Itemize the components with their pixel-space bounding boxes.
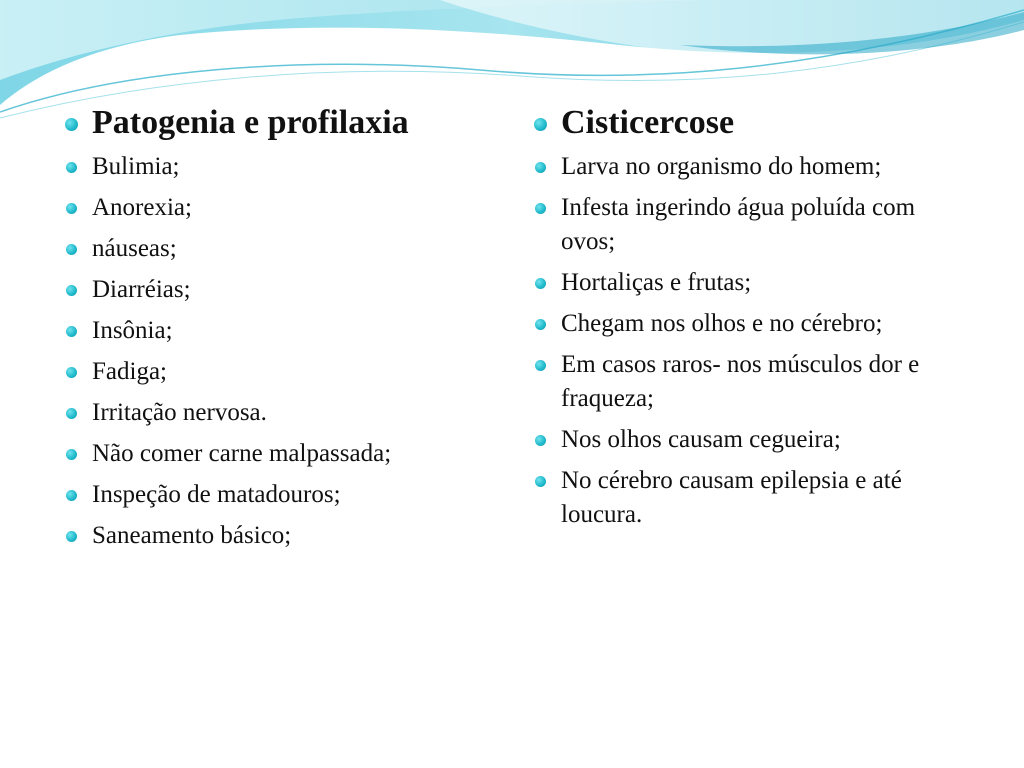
right-list-item [531, 307, 971, 341]
left-column-title [62, 100, 502, 146]
left-list-item [62, 150, 502, 184]
left-list-item-text: Diarréias; [92, 276, 191, 303]
bullet-icon [535, 278, 546, 289]
right-list-item [531, 423, 971, 457]
left-list-item-text: Bulimia; [92, 153, 180, 180]
left-list-item [62, 273, 502, 307]
right-column-title [531, 100, 971, 146]
bullet-icon [66, 285, 77, 296]
right-list-item [531, 266, 971, 300]
right-list-item [531, 464, 971, 532]
right-column-title-text: Cisticercose [561, 104, 735, 141]
left-list-item [62, 191, 502, 225]
left-column-title-text: Patogenia e profilaxia [92, 104, 409, 141]
right-list-item [531, 150, 971, 184]
bullet-icon [66, 490, 77, 501]
left-list-item [62, 232, 502, 266]
left-list-item [62, 519, 502, 553]
right-column [531, 100, 971, 539]
left-list-item [62, 314, 502, 348]
bullet-icon [535, 360, 546, 371]
right-list-item [531, 191, 971, 259]
bullet-icon [535, 476, 546, 487]
bullet-icon [534, 118, 547, 131]
bullet-icon [535, 203, 546, 214]
left-list-item [62, 437, 502, 471]
right-list-item-text: Hortaliças e frutas; [561, 269, 752, 296]
right-list-item-text: Infesta ingerindo água poluída com ovos; [561, 194, 916, 255]
left-list-item-text: Inspeção de matadouros; [92, 481, 341, 508]
right-list-item-text: Em casos raros- nos músculos dor e fraqueza; [561, 351, 920, 412]
bullet-icon [66, 408, 77, 419]
bullet-icon [66, 203, 77, 214]
right-bullet-list [531, 100, 971, 532]
left-list-item-text: Saneamento básico; [92, 522, 292, 549]
right-list-item-text: Larva no organismo do homem; [561, 153, 882, 180]
left-list-item [62, 396, 502, 430]
left-list-item-text: Fadiga; [92, 358, 167, 385]
left-bullet-list [62, 100, 502, 553]
bullet-icon [66, 326, 77, 337]
left-list-item [62, 355, 502, 389]
right-list-item [531, 348, 971, 416]
bullet-icon [66, 531, 77, 542]
left-column [62, 100, 502, 560]
bullet-icon [535, 319, 546, 330]
left-list-item-text: náuseas; [92, 235, 177, 262]
bullet-icon [65, 118, 78, 131]
left-list-item-text: Não comer carne malpassada; [92, 440, 392, 467]
right-list-item-text: Nos olhos causam cegueira; [561, 426, 841, 453]
bullet-icon [66, 244, 77, 255]
right-list-item-text: Chegam nos olhos e no cérebro; [561, 310, 883, 337]
right-list-item-text: No cérebro causam epilepsia e até loucura. [561, 467, 902, 528]
bullet-icon [535, 162, 546, 173]
bullet-icon [66, 162, 77, 173]
left-list-item-text: Irritação nervosa. [92, 399, 267, 426]
bullet-icon [66, 367, 77, 378]
bullet-icon [535, 435, 546, 446]
left-list-item-text: Anorexia; [92, 194, 192, 221]
left-list-item [62, 478, 502, 512]
left-list-item-text: Insônia; [92, 317, 173, 344]
bullet-icon [66, 449, 77, 460]
